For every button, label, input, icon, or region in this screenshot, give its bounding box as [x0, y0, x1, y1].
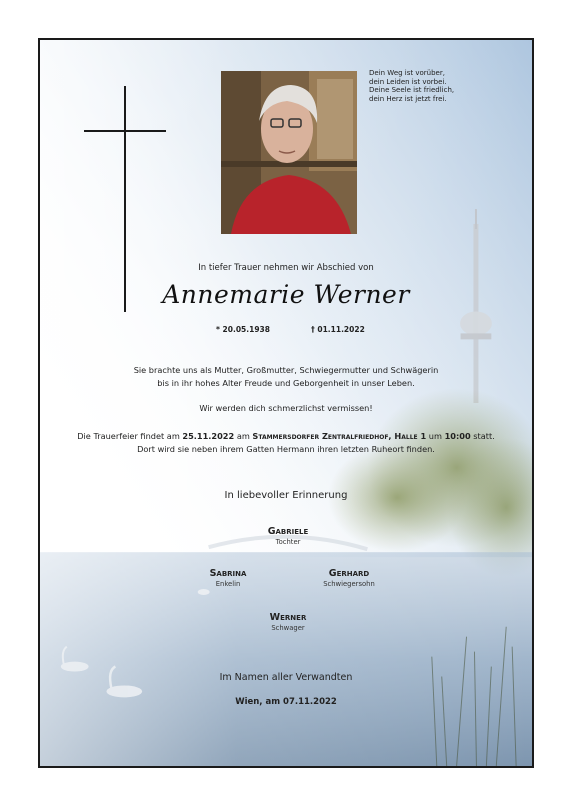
intro-text: In tiefer Trauer nehmen wir Abschied von [198, 263, 374, 273]
mourner-name: Werner [269, 612, 307, 623]
ceremony-line-1 [40, 430, 532, 443]
family-signature: Im Namen aller Verwandten [219, 672, 353, 683]
poem-line: Dein Weg ist vorüber, [369, 69, 445, 77]
mourner-name: Gabriele [267, 526, 309, 537]
poem [369, 69, 519, 103]
deceased-name: Annemarie Werner [162, 280, 410, 309]
mourner-name: Gerhard [328, 568, 370, 579]
mourner-role: Enkelin [215, 580, 241, 588]
poem-line: dein Herz ist jetzt frei. [369, 94, 447, 103]
tribute-line: Sie brachte uns als Mutter, Großmutter, Schwiegermutter und Schwägerin [133, 365, 439, 375]
place-date: Wien, am 07.11.2022 [235, 697, 337, 707]
mourner-role: Tochter [275, 538, 301, 546]
poem-line: Deine Seele ist friedlich, [369, 86, 455, 95]
cross-horizontal [84, 130, 166, 132]
cross-vertical [124, 86, 126, 312]
mourner-name: Sabrina [209, 568, 247, 579]
ceremony-place: Stammersdorfer Zentralfriedhof, Halle 1 [252, 431, 427, 441]
birth-date: * 20.05.1938 [216, 325, 270, 334]
ceremony-text-part: um [428, 431, 442, 441]
portrait-illustration [221, 71, 357, 234]
obituary-card [38, 38, 534, 768]
mourner [274, 568, 424, 588]
portrait-photo [221, 71, 357, 234]
ceremony-date: 25.11.2022 [182, 431, 235, 441]
ceremony-time: 10:00 [444, 431, 471, 441]
ceremony-text-part: statt. [473, 431, 495, 441]
miss-text: Wir werden dich schmerzlichst vermissen! [199, 403, 373, 413]
ceremony-text [40, 430, 532, 456]
ceremony-text-part: Die Trauerfeier findet am [77, 431, 180, 441]
mourner [213, 612, 363, 632]
memory-heading: In liebevoller Erinnerung [224, 490, 348, 501]
tribute-line: bis in ihr hohes Alter Freude und Geborgenheit in unser Leben. [157, 378, 415, 388]
mourner-role: Schwager [271, 624, 305, 632]
mourner-role: Schwiegersohn [323, 580, 375, 588]
mourner [213, 526, 363, 546]
death-date: † 01.11.2022 [311, 325, 365, 334]
poem-line: dein Leiden ist vorbei. [369, 77, 447, 86]
ceremony-text-part: am [236, 431, 250, 441]
tribute-text [40, 364, 532, 390]
ceremony-line-2: Dort wird sie neben ihrem Gatten Hermann ihren letzten Ruheort finden. [137, 444, 435, 454]
